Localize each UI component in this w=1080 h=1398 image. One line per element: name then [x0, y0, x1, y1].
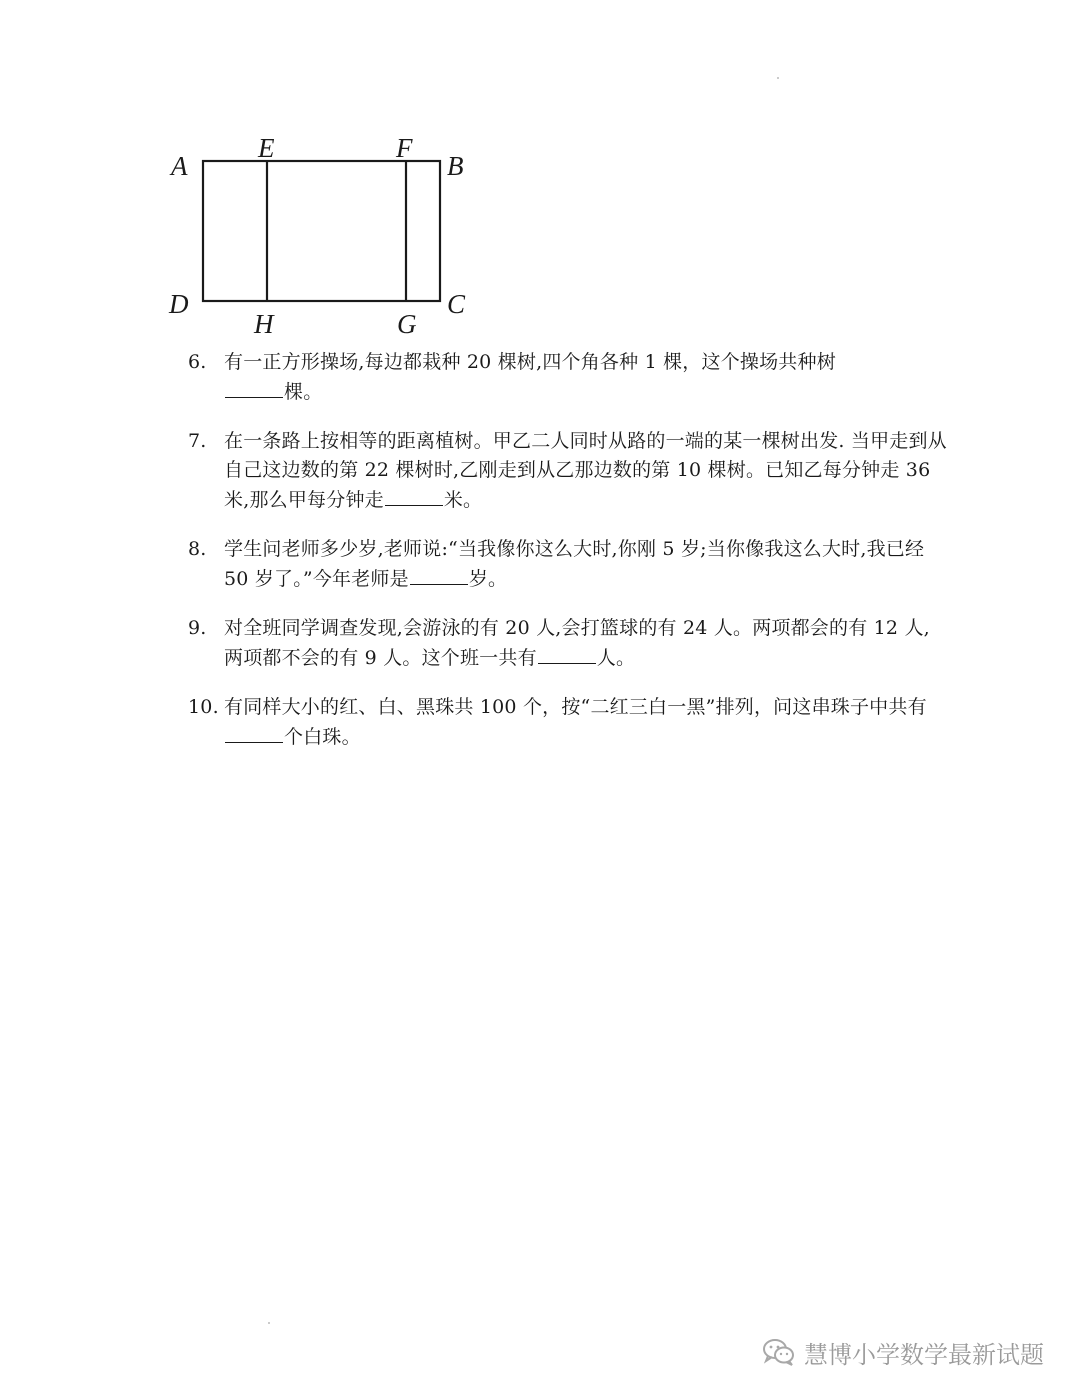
rectangle-figure [160, 128, 480, 344]
answer-blank[interactable] [410, 564, 468, 585]
problem-9 [188, 614, 948, 673]
problem-8 [188, 535, 948, 594]
problem-text: 学生问老师多少岁,老师说:“当我像你这么大时,你刚 5 岁;当你像我这么大时,我已经 50 岁了。”今年老师是 [224, 538, 925, 590]
rectangle-abcd [203, 161, 440, 301]
problem-10 [188, 693, 948, 752]
problem-number: 10. [188, 696, 219, 718]
watermark-text: 慧博小学数学最新试题 [804, 1340, 1044, 1369]
problem-7 [188, 427, 948, 515]
problem-list [188, 348, 948, 772]
problem-text: 有同样大小的红、白、黑珠共 100 个，按“二红三白一黑”排列，问这串珠子中共有 [224, 696, 927, 718]
label-b: B [447, 151, 464, 181]
problem-number: 9. [188, 617, 207, 639]
wechat-icon [762, 1337, 796, 1367]
problem-text-tail: 个白珠。 [284, 726, 361, 748]
scan-speck [777, 77, 779, 79]
label-a: A [171, 151, 188, 181]
problem-text: 对全班同学调查发现,会游泳的有 20 人,会打篮球的有 24 人。两项都会的有 12 人,两项都不会的有 9 人。这个班一共有 [224, 617, 930, 669]
problem-number: 8. [188, 538, 207, 560]
answer-blank[interactable] [385, 485, 443, 506]
label-g: G [397, 309, 417, 339]
problem-text-tail: 岁。 [468, 568, 508, 590]
problem-text: 有一正方形操场,每边都栽种 20 棵树,四个角各种 1 棵，这个操场共种树 [224, 351, 836, 373]
scan-speck [268, 1322, 270, 1324]
label-h: H [254, 309, 274, 339]
answer-blank[interactable] [538, 643, 596, 664]
watermark [762, 1334, 1044, 1370]
label-d: D [169, 289, 189, 319]
label-f: F [396, 133, 413, 163]
problem-number: 7. [188, 430, 207, 452]
problem-number: 6. [188, 351, 207, 373]
problem-text-tail: 米。 [443, 489, 483, 511]
problem-6 [188, 348, 948, 407]
label-c: C [447, 289, 466, 319]
problem-text-tail: 棵。 [284, 381, 323, 403]
label-e: E [258, 133, 275, 163]
problem-text-tail: 人。 [596, 647, 636, 669]
answer-blank[interactable] [225, 377, 283, 398]
problem-text: 在一条路上按相等的距离植树。甲乙二人同时从路的一端的某一棵树出发. 当甲走到从自己这边数的第 22 棵树时,乙刚走到从乙那边数的第 10 棵树。已知乙每分钟走 36 米,那么甲每分钟走 [224, 430, 947, 511]
answer-blank[interactable] [225, 722, 283, 743]
